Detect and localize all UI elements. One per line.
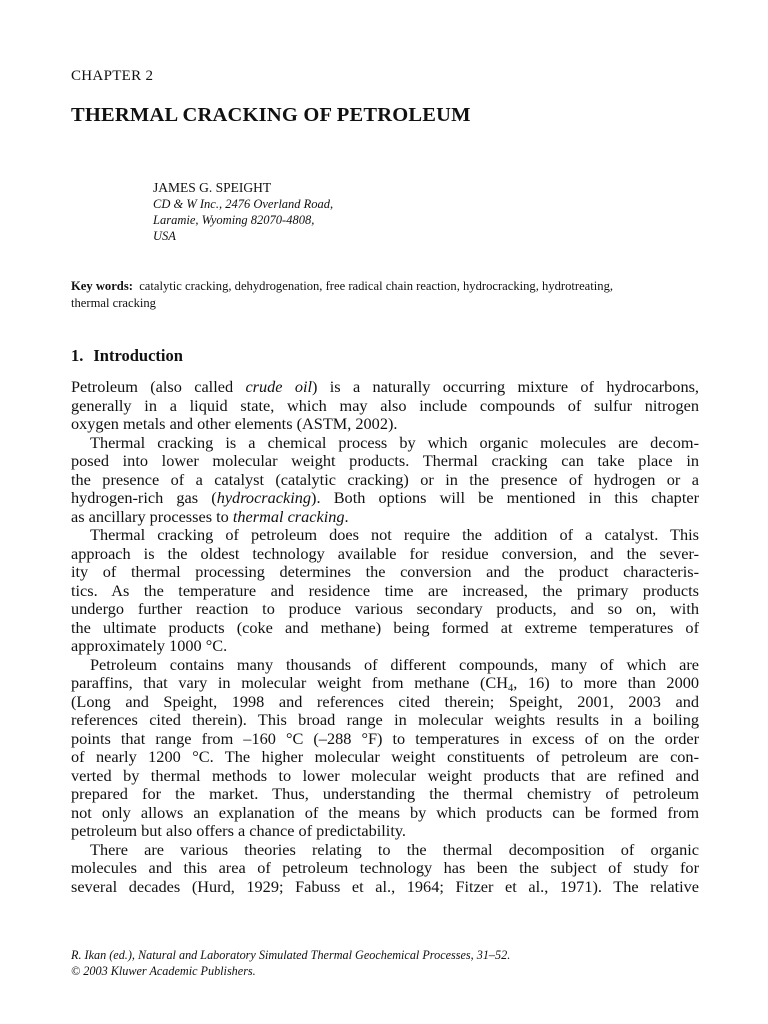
keywords-label: Key words: bbox=[71, 279, 133, 293]
line-text: hydrogen-rich gas ( bbox=[71, 488, 217, 507]
emphasis-term: thermal cracking bbox=[232, 506, 345, 526]
body-line: Thermal cracking is a chemical process by which organic molecules are decom- bbox=[90, 432, 699, 452]
subscript: 4 bbox=[508, 683, 514, 694]
section-number: 1. bbox=[71, 346, 84, 365]
body-line: approximately 1000 °C. bbox=[71, 636, 228, 655]
body-line: molecules and this area of petroleum technology has been the subject of study for bbox=[71, 858, 699, 877]
keywords-list-cont: thermal cracking bbox=[71, 296, 156, 310]
body-line: tics. As the temperature and residence time are increased, the primary products bbox=[71, 580, 699, 600]
author-name: JAMES G. SPEIGHT bbox=[153, 180, 272, 195]
line-text: as ancillary processes to bbox=[71, 506, 233, 526]
body-line: posed into lower molecular weight products. Thermal cracking can take place in bbox=[71, 451, 699, 470]
body-line: Petroleum contains many thousands of different compounds, many of which are bbox=[90, 654, 699, 674]
body-line bbox=[71, 674, 699, 693]
keywords-list: catalytic cracking, dehydrogenation, free radical chain reaction, hydrocracking, hydrotreating, bbox=[139, 279, 614, 293]
body-line: generally in a liquid state, which may also include compounds of sulfur nitrogen bbox=[71, 395, 699, 415]
chapter-label: CHAPTER 2 bbox=[71, 68, 154, 84]
line-text: ). Both options will be mentioned in this chapter bbox=[311, 488, 699, 507]
body-line: (Long and Speight, 1998 and references cited therein; Speight, 2001, 2003 and bbox=[71, 691, 699, 711]
footnote bbox=[71, 947, 510, 979]
chapter-title: THERMAL CRACKING OF PETROLEUM bbox=[71, 104, 471, 126]
body-line: oxygen metals and other elements (ASTM, 2002). bbox=[71, 414, 398, 433]
body-line bbox=[71, 508, 699, 527]
author-block bbox=[153, 180, 333, 244]
emphasis-term: crude oil bbox=[245, 377, 313, 396]
line-text: , 16) to more than 2000 bbox=[513, 673, 699, 692]
body-line bbox=[71, 489, 699, 508]
line-text: . bbox=[344, 506, 349, 526]
body-line: not only allows an explanation of the means by which products can be formed from bbox=[71, 802, 699, 822]
body-line: ity of thermal processing determines the conversion and the product characteris- bbox=[71, 562, 699, 581]
body-line: Thermal cracking of petroleum does not require the addition of a catalyst. This bbox=[90, 525, 699, 544]
body-line: prepared for the market. Thus, understanding the thermal chemistry of petroleum bbox=[71, 784, 699, 803]
body-text bbox=[71, 378, 699, 896]
body-line: approach is the oldest technology available for residue conversion, and the sever- bbox=[71, 543, 699, 563]
emphasis-term: hydrocracking bbox=[216, 488, 312, 507]
body-line: of nearly 1200 °C. The higher molecular weight constituents of petroleum are con- bbox=[71, 747, 699, 766]
body-line: verted by thermal methods to lower molecular weight products that are refined and bbox=[71, 765, 699, 785]
body-line: the ultimate products (coke and methane) being formed at extreme temperatures of bbox=[71, 617, 699, 637]
affiliation-line: CD & W Inc., 2476 Overland Road, bbox=[153, 197, 334, 211]
footnote-citation: R. Ikan (ed.), Natural and Laboratory Simulated Thermal Geochemical Processes, 31–52. bbox=[71, 948, 511, 962]
body-line: references cited therein). This broad range in molecular weights results in a boiling bbox=[71, 710, 699, 729]
affiliation-line: Laramie, Wyoming 82070-4808, bbox=[153, 213, 315, 227]
affiliation-line: USA bbox=[153, 229, 176, 243]
body-line: several decades (Hurd, 1929; Fabuss et al., 1964; Fitzer et al., 1971). The relative bbox=[71, 876, 699, 896]
body-line bbox=[71, 378, 699, 397]
body-line: undergo further reaction to produce various secondary products, and so on, with bbox=[71, 599, 699, 618]
line-text: ) is a naturally occurring mixture of hydrocarbons, bbox=[312, 377, 699, 396]
line-text: paraffins, that vary in molecular weight from methane (CH bbox=[71, 673, 509, 692]
line-text: Petroleum (also called bbox=[71, 377, 246, 396]
keywords bbox=[71, 278, 703, 312]
body-line: There are various theories relating to the thermal decomposition of organic bbox=[90, 839, 699, 859]
section-heading bbox=[71, 346, 183, 366]
body-line: petroleum but also offers a chance of predictability. bbox=[71, 821, 406, 840]
body-line: points that range from –160 °C (–288 °F) to temperatures in excess of on the order bbox=[71, 728, 699, 748]
footnote-copyright: © 2003 Kluwer Academic Publishers. bbox=[71, 964, 256, 978]
body-line: the presence of a catalyst (catalytic cracking) or in the presence of hydrogen or a bbox=[71, 469, 699, 489]
section-title: Introduction bbox=[93, 346, 183, 365]
